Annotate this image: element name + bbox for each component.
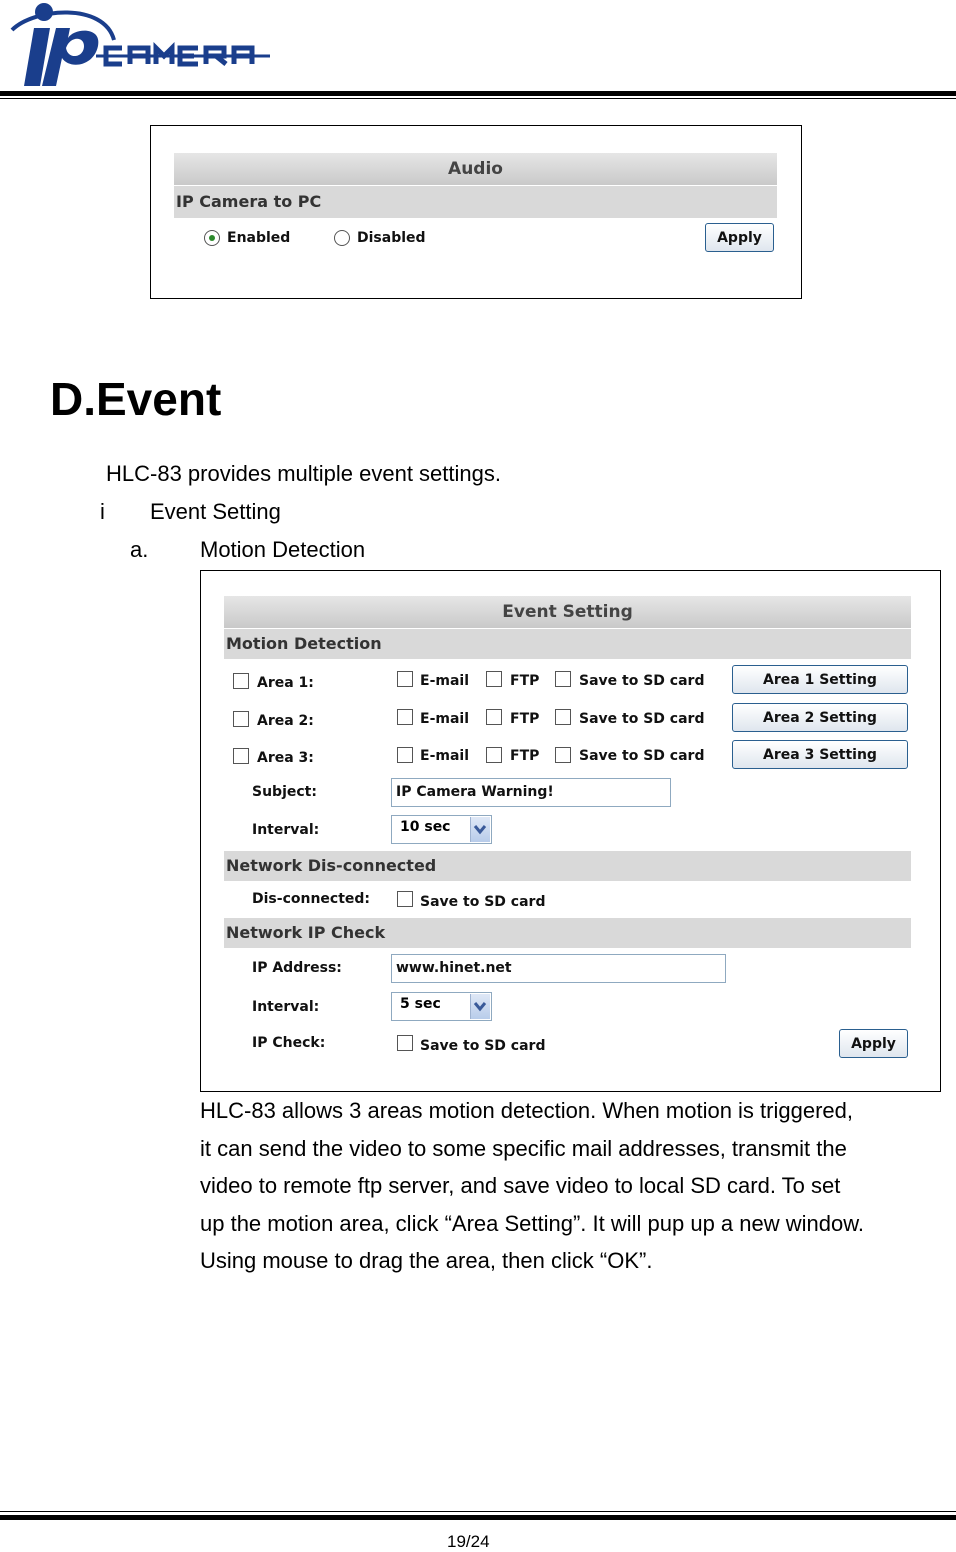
enabled-label: Enabled	[227, 230, 291, 246]
item-a-marker: a.	[130, 537, 149, 562]
area-2-ftp-checkbox[interactable]	[486, 709, 502, 725]
area-3-sd-checkbox[interactable]	[555, 747, 571, 763]
area-3-checkbox[interactable]	[233, 748, 249, 764]
ip-address-label: IP Address:	[252, 960, 342, 976]
area-1-checkbox[interactable]	[233, 673, 249, 689]
ip-check-label: IP Check:	[252, 1035, 326, 1051]
item-a-label: Motion Detection	[200, 537, 366, 562]
disabled-label: Disabled	[357, 230, 426, 246]
network-section-bar: Network Dis-connected	[224, 851, 911, 881]
area-3-setting-button[interactable]: Area 3 Setting	[732, 740, 908, 769]
subject-input[interactable]: IP Camera Warning!	[391, 778, 671, 807]
enabled-radio[interactable]	[204, 230, 220, 246]
area-3-ftp-checkbox[interactable]	[486, 747, 502, 763]
area-2-email-label: E-mail	[420, 711, 470, 727]
item-i-label: Event Setting	[150, 499, 281, 524]
ipcheck-interval-label: Interval:	[252, 999, 320, 1015]
area-3-email-label: E-mail	[420, 748, 470, 764]
section-heading: D.Event	[50, 373, 222, 425]
ip-camera-logo	[4, 0, 274, 90]
item-i-marker: i	[100, 499, 105, 524]
header-rule-thick	[0, 91, 956, 96]
ip-address-input[interactable]: www.hinet.net	[391, 954, 726, 983]
motion-interval-select[interactable]	[391, 815, 492, 844]
body-line-2: it can send the video to some specific mail addresses, transmit the	[200, 1136, 847, 1161]
area-1-label: Area 1:	[257, 675, 314, 691]
area-1-ftp-label: FTP	[510, 673, 540, 689]
chevron-down-icon	[470, 994, 490, 1019]
ipcheck-sd-checkbox[interactable]	[397, 1035, 413, 1051]
event-apply-button[interactable]: Apply	[839, 1029, 908, 1058]
body-line-5: Using mouse to drag the area, then click “OK”.	[200, 1248, 653, 1273]
area-1-email-label: E-mail	[420, 673, 470, 689]
area-2-email-checkbox[interactable]	[397, 709, 413, 725]
area-2-sd-checkbox[interactable]	[555, 709, 571, 725]
area-2-label: Area 2:	[257, 713, 314, 729]
area-2-setting-button[interactable]: Area 2 Setting	[732, 703, 908, 732]
area-3-label: Area 3:	[257, 750, 314, 766]
area-2-checkbox[interactable]	[233, 711, 249, 727]
audio-apply-button[interactable]: Apply	[705, 223, 774, 252]
ipcheck-sd-label: Save to SD card	[420, 1038, 546, 1054]
intro-text: HLC-83 provides multiple event settings.	[106, 461, 501, 486]
motion-interval-value: 10 sec	[400, 819, 451, 835]
area-3-ftp-label: FTP	[510, 748, 540, 764]
area-3-email-checkbox[interactable]	[397, 747, 413, 763]
area-2-sd-label: Save to SD card	[579, 711, 705, 727]
body-line-1: HLC-83 allows 3 areas motion detection. When motion is triggered,	[200, 1098, 853, 1123]
disconnected-sd-checkbox[interactable]	[397, 891, 413, 907]
event-screenshot	[200, 570, 941, 1092]
area-3-sd-label: Save to SD card	[579, 748, 705, 764]
disconnected-label: Dis-connected:	[252, 891, 371, 907]
footer-rule-thin	[0, 1511, 956, 1512]
disconnected-sd-label: Save to SD card	[420, 894, 546, 910]
header-rule-thin	[0, 98, 956, 99]
disabled-radio[interactable]	[334, 230, 350, 246]
audio-section-bar: IP Camera to PC	[174, 186, 777, 218]
footer-rule-thick	[0, 1515, 956, 1520]
ipcheck-section-bar: Network IP Check	[224, 918, 911, 948]
ipcheck-interval-select[interactable]	[391, 992, 492, 1021]
subject-label: Subject:	[252, 784, 317, 800]
motion-interval-label: Interval:	[252, 822, 320, 838]
area-1-setting-button[interactable]: Area 1 Setting	[732, 665, 908, 694]
area-2-ftp-label: FTP	[510, 711, 540, 727]
audio-screenshot	[150, 125, 802, 299]
page-number: 19/24	[447, 1532, 490, 1551]
area-1-sd-label: Save to SD card	[579, 673, 705, 689]
area-1-sd-checkbox[interactable]	[555, 671, 571, 687]
body-line-3: video to remote ftp server, and save video to local SD card. To set	[200, 1173, 841, 1198]
area-1-email-checkbox[interactable]	[397, 671, 413, 687]
motion-section-bar: Motion Detection	[224, 629, 911, 659]
chevron-down-icon	[470, 817, 490, 842]
ipcheck-interval-value: 5 sec	[400, 996, 441, 1012]
area-1-ftp-checkbox[interactable]	[486, 671, 502, 687]
body-line-4: up the motion area, click “Area Setting”. It will pup up a new window.	[200, 1211, 865, 1236]
event-title-bar: Event Setting	[224, 596, 911, 628]
audio-title-bar: Audio	[174, 153, 777, 185]
